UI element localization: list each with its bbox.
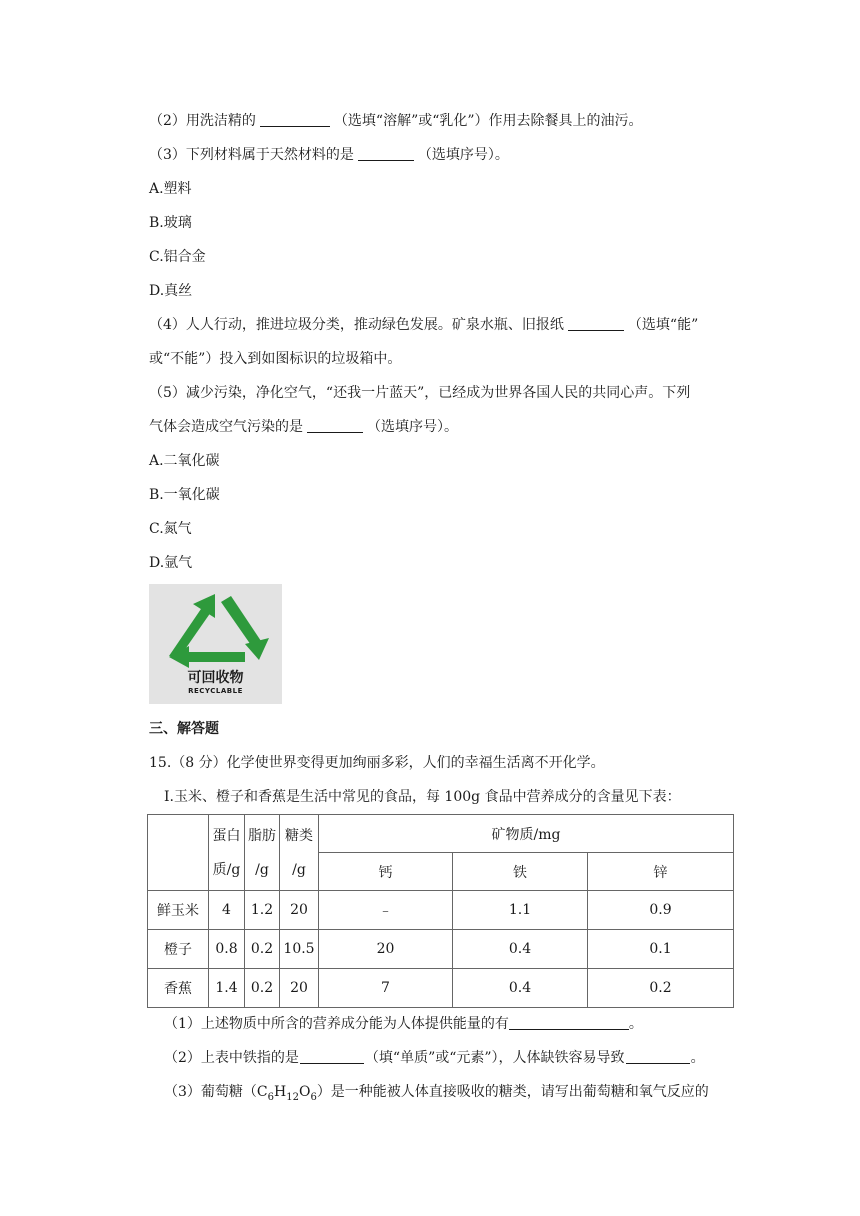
q5-answer-blank[interactable] [307, 418, 363, 433]
q4-line [149, 315, 698, 335]
table-row [148, 969, 734, 1008]
cell-iron: 1.1 [453, 891, 588, 930]
q5-option-a: A.二氧化碳 [149, 453, 220, 469]
cell-calcium: ﹣ [319, 891, 453, 930]
q3-answer-blank[interactable] [358, 146, 414, 161]
header-zinc: 锌 [588, 853, 734, 891]
q15-sub1-answer-blank[interactable] [509, 1015, 629, 1030]
q5-text: 气体会造成空气污染的是 [149, 419, 303, 435]
q15-sub2-answer-blank-2[interactable] [626, 1049, 690, 1064]
header-protein: 蛋白 质/g [209, 815, 245, 891]
q3-option-a: A.塑料 [149, 181, 192, 197]
recyclable-sign-image [149, 584, 282, 704]
cell-sugar: 20 [280, 891, 319, 930]
cell-food-name: 香蕉 [148, 969, 209, 1008]
cell-iron: 0.4 [453, 930, 588, 969]
cell-protein: 4 [209, 891, 245, 930]
q3-option-d: D.真丝 [149, 283, 193, 299]
q3-option-b: B.玻璃 [149, 215, 192, 231]
q4-text-tail: （选填“能” [627, 317, 699, 333]
cell-protein: 1.4 [209, 969, 245, 1008]
formula-element: H [274, 1084, 287, 1100]
recycle-sublabel: RECYCLABLE [188, 687, 243, 695]
q15-sub2-answer-blank-1[interactable] [300, 1049, 364, 1064]
q15-intro: Ⅰ.玉米、橙子和香蕉是生活中常见的食品，每 100g 食品中营养成分的含量见下表： [164, 789, 681, 805]
q5-text-tail: （选填序号）。 [367, 419, 458, 435]
cell-protein: 0.8 [209, 930, 245, 969]
q15-sub2-text-mid: （填“单质”或“元素”），人体缺铁容易导致 [364, 1050, 625, 1066]
cell-fat: 0.2 [245, 969, 280, 1008]
formula-subscript: 6 [267, 1091, 274, 1103]
q4-line-2: 或“不能”）投入到如图标识的垃圾箱中。 [149, 351, 402, 367]
q2-text: （2）用洗洁精的 [149, 113, 256, 129]
q15-sub1-text: （1）上述物质中所含的营养成分能为人体提供能量的有 [164, 1016, 509, 1032]
cell-fat: 1.2 [245, 891, 280, 930]
q5-line: （5）减少污染，净化空气，“还我一片蓝天”，已经成为世界各国人民的共同心声。下列 [149, 385, 691, 401]
q5-option-d: D.氩气 [149, 555, 193, 571]
q15-sub1-tail: 。 [628, 1016, 643, 1032]
q15-sub2 [164, 1048, 705, 1068]
section-title: 三、解答题 [149, 721, 219, 737]
q15-sub3-text: （3）葡萄糖（C [164, 1084, 268, 1100]
header-mineral: 矿物质/mg [319, 815, 734, 853]
q15-sub2-text: （2）上表中铁指的是 [164, 1050, 299, 1066]
cell-iron: 0.4 [453, 969, 588, 1008]
cell-calcium: 7 [319, 969, 453, 1008]
q2-answer-blank[interactable] [260, 112, 330, 127]
table-row [148, 891, 734, 930]
q5-option-b: B.一氧化碳 [149, 487, 220, 503]
table-row [148, 930, 734, 969]
cell-zinc: 0.2 [588, 969, 734, 1008]
q15-sub3-text-tail: ）是一种能被人体直接吸收的糖类，请写出葡萄糖和氧气反应的 [316, 1084, 709, 1100]
q15-sub3 [164, 1082, 709, 1102]
cell-sugar: 10.5 [280, 930, 319, 969]
recycle-arrows-icon [149, 584, 282, 670]
table-corner-cell [148, 815, 209, 891]
q5-option-c: C.氮气 [149, 521, 192, 537]
q5-line-2 [149, 417, 458, 437]
header-fat: 脂肪 /g [245, 815, 280, 891]
q2-text-tail: （选填“溶解”或“乳化”）作用去除餐具上的油污。 [333, 113, 643, 129]
formula-subscript: 12 [286, 1091, 299, 1103]
cell-food-name: 橙子 [148, 930, 209, 969]
formula-element: O [298, 1084, 311, 1100]
cell-sugar: 20 [280, 969, 319, 1008]
cell-zinc: 0.9 [588, 891, 734, 930]
header-iron: 铁 [453, 853, 588, 891]
nutrition-table [147, 814, 734, 1008]
cell-fat: 0.2 [245, 930, 280, 969]
cell-zinc: 0.1 [588, 930, 734, 969]
formula-subscript: 6 [310, 1091, 317, 1103]
q2-line [149, 111, 643, 131]
q3-text: （3）下列材料属于天然材料的是 [149, 147, 354, 163]
q3-text-tail: （选填序号）。 [417, 147, 509, 163]
recycle-label: 可回收物 [187, 670, 244, 686]
q15-stem: 15.（8 分）化学使世界变得更加绚丽多彩，人们的幸福生活离不开化学。 [149, 755, 605, 771]
header-calcium: 钙 [319, 853, 453, 891]
cell-food-name: 鲜玉米 [148, 891, 209, 930]
q4-text: （4）人人行动，推进垃圾分类，推动绿色发展。矿泉水瓶、旧报纸 [149, 317, 564, 333]
q15-sub2-tail: 。 [690, 1050, 705, 1066]
q4-answer-blank[interactable] [568, 316, 624, 331]
header-sugar: 糖类 /g [280, 815, 319, 891]
q3-line [149, 145, 509, 165]
q3-option-c: C.铝合金 [149, 249, 206, 265]
q15-sub1 [164, 1014, 643, 1034]
cell-calcium: 20 [319, 930, 453, 969]
